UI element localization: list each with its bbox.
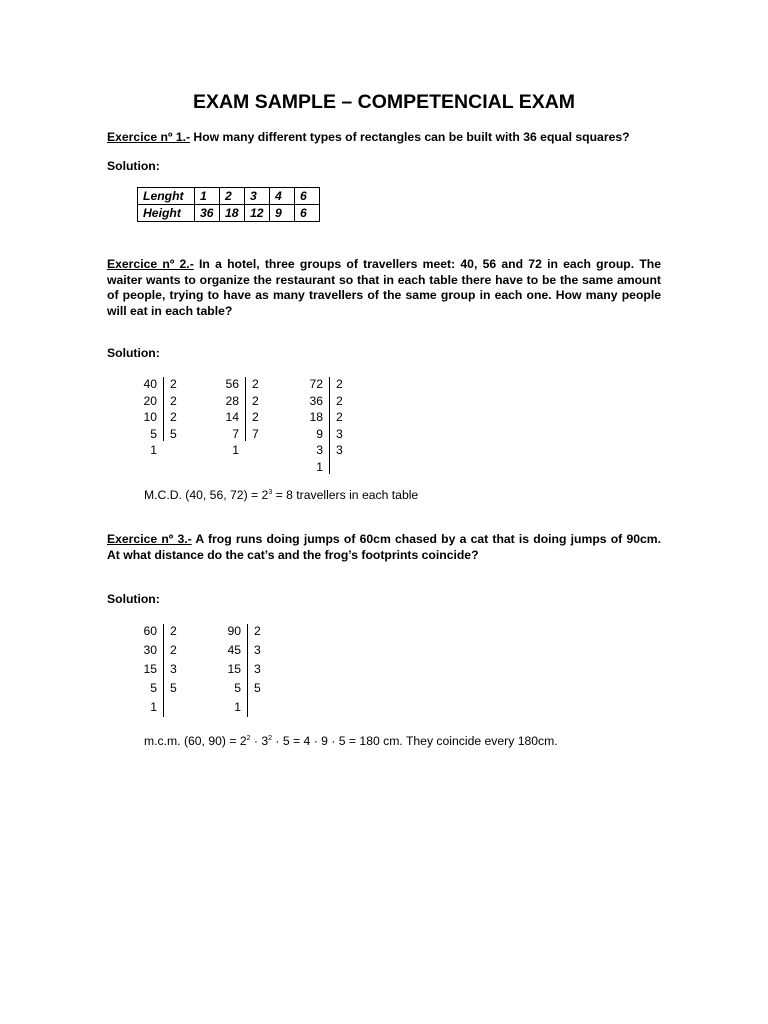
- table-cell: 2: [220, 188, 245, 205]
- divisor-value: 2: [336, 393, 343, 408]
- divisor-value: 2: [170, 393, 177, 408]
- page-title: EXAM SAMPLE – COMPETENCIAL EXAM: [192, 91, 576, 113]
- divisor-value: 2: [336, 377, 343, 391]
- exercise-2-result: [144, 488, 418, 502]
- dividend-value: 10: [143, 410, 157, 424]
- divisor-value: 3: [336, 443, 343, 457]
- dividend-value: 40: [143, 377, 157, 391]
- table-cell: 1: [195, 188, 220, 205]
- dividend-value: 9: [316, 426, 323, 441]
- divisor-value: 5: [170, 426, 177, 441]
- divisor-value: 7: [252, 426, 259, 441]
- divisor-value: 3: [254, 662, 261, 676]
- table-row: [138, 205, 320, 222]
- dividend-value: 1: [234, 700, 241, 714]
- dividend-value: 1: [150, 700, 157, 714]
- dividend-value: 30: [143, 643, 157, 657]
- divisor-value: 2: [170, 410, 177, 424]
- divisor-value: 2: [170, 377, 177, 391]
- dividend-value: 20: [143, 393, 157, 408]
- exercise-3-result: [144, 734, 558, 748]
- dividend-value: 14: [225, 410, 239, 424]
- dividend-value: 56: [225, 377, 239, 391]
- dividend-value: 3: [316, 443, 323, 457]
- divisor-value: 3: [170, 662, 177, 676]
- table-cell: 9: [270, 205, 295, 222]
- exercise-1-solution-label: Solution:: [107, 159, 160, 173]
- exercise-1-label: Exercice nº 1.-: [107, 130, 191, 144]
- dividend-value: 5: [234, 681, 241, 695]
- divisor-value: 2: [254, 624, 261, 638]
- rectangles-table: [137, 187, 320, 222]
- dividend-value: 72: [309, 377, 323, 391]
- table-row: [138, 188, 320, 205]
- divisor-value: 2: [252, 377, 259, 391]
- table-cell: 12: [245, 205, 270, 222]
- exercise-2-text: In a hotel, three groups of travellers meet: 40, 56 and 72 in each group. The waiter wants to organize the restaurant so that in each table there have to be the same amount of people, trying to have as many travellers of the same group in each one. How many people will eat in each table?: [107, 257, 662, 318]
- exercise-3-text: A frog runs doing jumps of 60cm chased by a cat that is doing jumps of 90cm. At what distance do the cat’s and the frog’s footprints coincide?: [107, 532, 661, 562]
- dividend-value: 1: [316, 459, 323, 474]
- divisor-value: 2: [170, 624, 177, 638]
- table-cell: 18: [220, 205, 245, 222]
- table-cell: 3: [245, 188, 270, 205]
- dividend-value: 45: [227, 643, 241, 657]
- dividend-value: 1: [150, 443, 157, 457]
- result-text: M.C.D. (40, 56, 72) = 2: [144, 488, 269, 502]
- division-line: [163, 624, 164, 717]
- divisor-value: 3: [336, 426, 343, 441]
- exercise-2-label: Exercice nº 2.-: [107, 257, 194, 271]
- exercise-1-text: How many different types of rectangles can be built with 36 equal squares?: [190, 130, 630, 144]
- result-text: · 3: [250, 734, 269, 748]
- division-line: [329, 377, 330, 474]
- exercise-3-label: Exercice nº 3.-: [107, 532, 192, 546]
- divisor-value: 2: [336, 410, 343, 424]
- exercise-3-solution-label: Solution:: [107, 592, 160, 606]
- table-row-header-length: Lenght: [138, 188, 195, 205]
- division-line: [247, 624, 248, 717]
- result-exponent: 2: [246, 735, 251, 742]
- dividend-value: 36: [309, 393, 323, 408]
- dividend-value: 15: [227, 662, 241, 676]
- exercise-2-statement: [107, 257, 661, 319]
- result-exponent: 3: [268, 489, 273, 496]
- dividend-value: 7: [232, 426, 239, 441]
- table-row-header-height: Height: [138, 205, 195, 222]
- result-text-tail: = 8 travellers in each table: [272, 488, 419, 502]
- divisor-value: 5: [254, 681, 261, 695]
- dividend-value: 5: [150, 426, 157, 441]
- table-cell: 36: [195, 205, 220, 222]
- dividend-value: 5: [150, 681, 157, 695]
- exercise-3-statement: [107, 532, 661, 563]
- divisor-value: 2: [252, 410, 259, 424]
- dividend-value: 1: [232, 443, 239, 457]
- dividend-value: 60: [143, 624, 157, 638]
- exercise-2-solution-label: Solution:: [107, 346, 160, 360]
- division-line: [245, 377, 246, 441]
- table-cell: 6: [295, 188, 320, 205]
- result-text: m.c.m. (60, 90) = 2: [144, 734, 247, 748]
- result-exponent: 2: [268, 735, 273, 742]
- table-cell: 4: [270, 188, 295, 205]
- dividend-value: 18: [309, 410, 323, 424]
- dividend-value: 28: [225, 393, 239, 408]
- divisor-value: 3: [254, 643, 261, 657]
- exercise-1-statement: [107, 130, 661, 146]
- dividend-value: 90: [227, 624, 241, 638]
- divisor-value: 2: [252, 393, 259, 408]
- result-text-tail: · 5 = 4 · 9 · 5 = 180 cm. They coincide every 180cm.: [272, 734, 558, 748]
- table-cell: 6: [295, 205, 320, 222]
- divisor-value: 5: [170, 681, 177, 695]
- divisor-value: 2: [170, 643, 177, 657]
- division-line: [163, 377, 164, 441]
- dividend-value: 15: [143, 662, 157, 676]
